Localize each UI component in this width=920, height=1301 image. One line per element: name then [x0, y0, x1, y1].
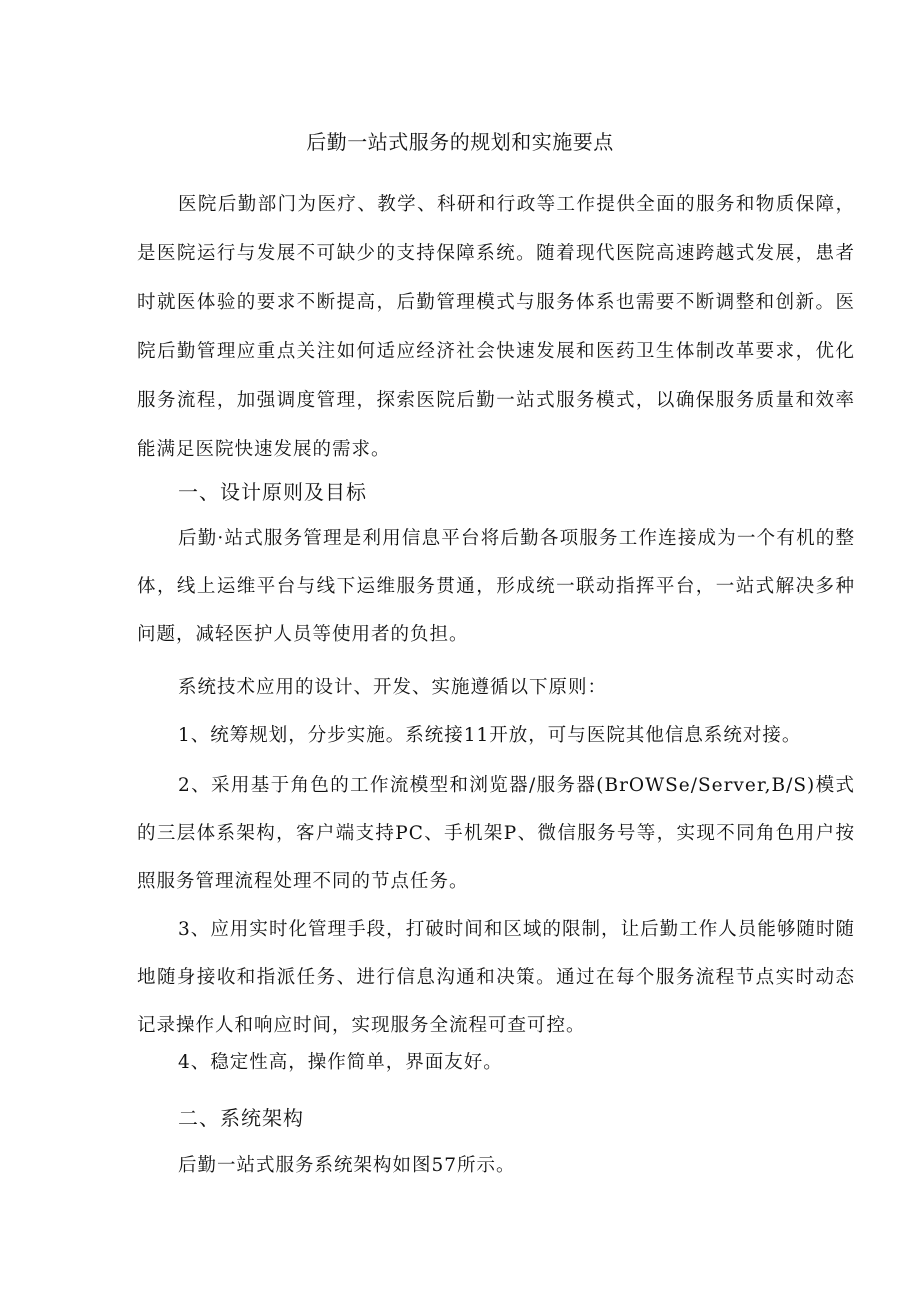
principle-item-1: 1、统筹规划，分步实施。系统接11开放，可与医院其他信息系统对接。 [178, 725, 802, 746]
principles-intro-line: 系统技术应用的设计、开发、实施遵循以下原则： [178, 677, 608, 698]
section-heading-architecture: 二、系统架构 [178, 1106, 304, 1130]
intro-paragraph: 医院后勤部门为医疗、教学、科研和行政等工作提供全面的服务和物质保障，是医院运行与发展不可缺少的支持保障系统。随着现代医院高速跨越式发展，患者时就医体验的要求不断提高，后勤管理模式与服务体系也需要不断调整和创新。医院后勤管理应重点关注如何适应经济社会快速发展和医药卫生体制改革要求，优化服务流程，加强调度管理，探索医院后勤一站式服务模式，以确保服务质量和效率能满足医院快速发展的需求。 [137, 194, 855, 460]
architecture-paragraph: 后勤一站式服务系统架构如图57所示。 [178, 1155, 516, 1176]
principles-paragraph: 后勤·站式服务管理是利用信息平台将后勤各项服务工作连接成为一个有机的整体，线上运维平台与线下运维服务贯通，形成统一联动指挥平台，一站式解决多种问题，减轻医护人员等使用者的负担。 [137, 528, 855, 645]
section-heading-principles: 一、设计原则及目标 [178, 480, 367, 504]
principle-item-3: 3、应用实时化管理手段，打破时间和区域的限制，让后勤工作人员能够随时随地随身接收和指派任务、进行信息沟通和决策。通过在每个服务流程节点实时动态记录操作人和响应时间，实现服务全流程可查可控。 [137, 919, 855, 1036]
principle-item-4: 4、稳定性高，操作简单，界面友好。 [178, 1052, 503, 1073]
document-title: 后勤一站式服务的规划和实施要点 [306, 130, 614, 154]
principle-item-2: 2、采用基于角色的工作流模型和浏览器/服务器(BrOWSe/Server,B/S)模式的三层体系架构，客户端支持PC、手机架P、微信服务号等，实现不同角色用户按照服务管理流程处理不同的节点任务。 [137, 775, 855, 892]
